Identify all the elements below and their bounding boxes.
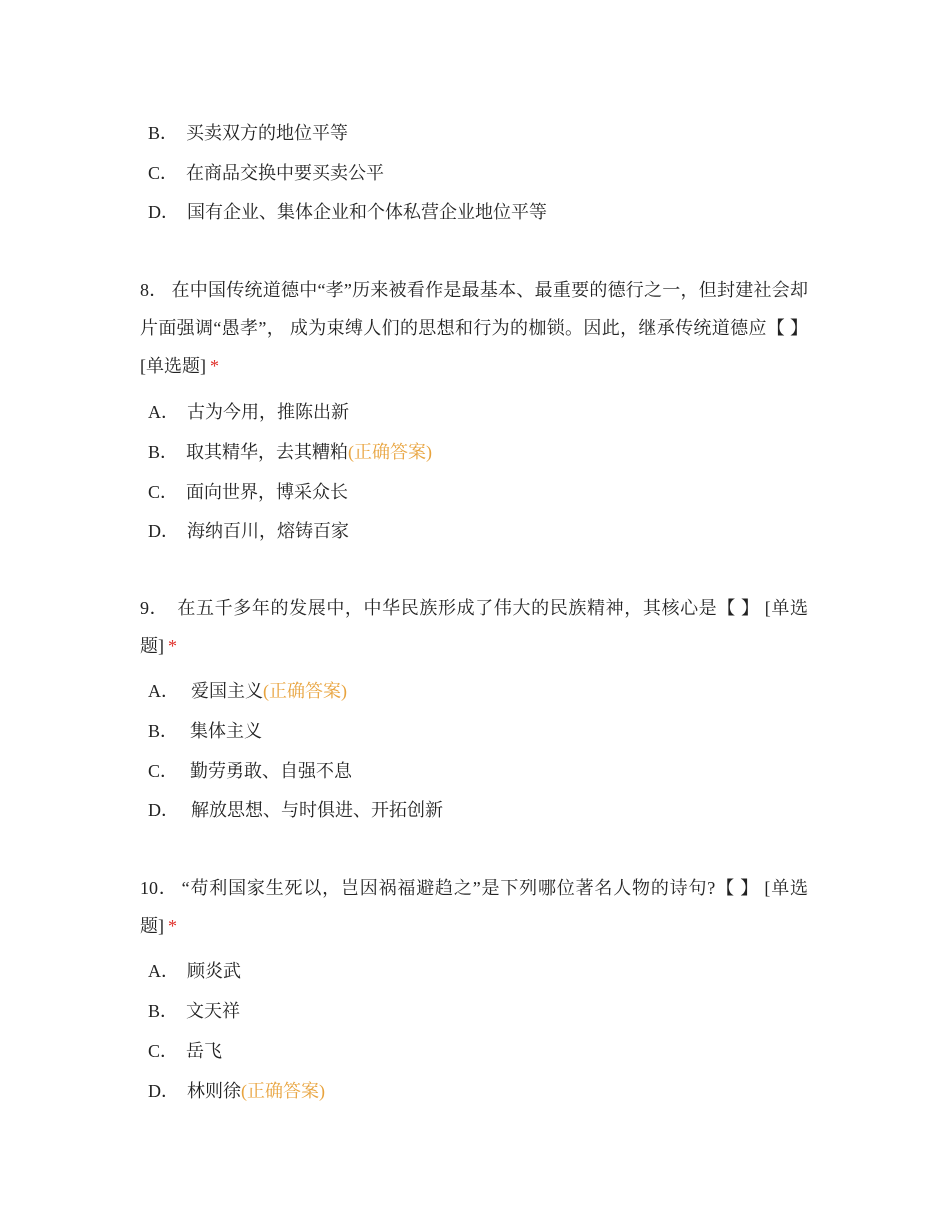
q10-option-b [148, 999, 240, 1023]
question-number: 8． [140, 280, 168, 300]
question-type: [单选题] [140, 878, 809, 936]
option-text: 集体主义 [190, 721, 263, 741]
option-letter: D． [148, 800, 179, 820]
option-letter: A． [148, 961, 179, 981]
option-text: 文天祥 [186, 1001, 241, 1021]
option-letter: C． [148, 761, 179, 781]
q9-option-c [148, 759, 352, 783]
q10-option-d [148, 1079, 325, 1103]
q8-option-b [148, 440, 432, 464]
option-letter: B． [148, 1001, 179, 1021]
prev-option-d [148, 200, 547, 224]
option-text: 取其精华，去其糟粕 [186, 442, 349, 462]
option-letter: C． [148, 482, 179, 502]
option-letter: D． [148, 1081, 179, 1101]
question-text: “苟利国家生死以，岂因祸福避趋之”是下列哪位著名人物的诗句?【 】 [181, 878, 760, 898]
correct-answer-tag: (正确答案) [263, 681, 347, 701]
option-letter: C． [148, 1041, 179, 1061]
option-letter: C． [148, 163, 179, 183]
correct-answer-tag: (正确答案) [241, 1081, 325, 1101]
option-letter: B． [148, 123, 179, 143]
option-text: 解放思想、与时俱进、开拓创新 [191, 800, 443, 820]
option-text: 爱国主义 [191, 681, 263, 701]
option-text: 面向世界，博采众长 [186, 482, 349, 502]
required-marker: * [168, 916, 177, 936]
q8-option-c [148, 480, 348, 504]
correct-answer-tag: (正确答案) [348, 442, 433, 462]
question-number: 10． [140, 878, 178, 898]
question-text: 在中国传统道德中“孝”历来被看作是最基本、最重要的德行之一，但封建社会却片面强调“愚孝”， 成为束缚人们的思想和行为的枷锁。因此，继承传统道德应【 】 [140, 280, 809, 338]
question-number: 9． [140, 598, 169, 618]
required-marker: * [168, 636, 177, 656]
q8-option-d [148, 519, 349, 543]
prev-option-b [148, 121, 348, 145]
q9-option-d [148, 798, 443, 822]
q9-option-a [148, 679, 347, 703]
q9-option-b [148, 719, 262, 743]
q10-option-c [148, 1039, 222, 1063]
option-text: 在商品交换中要买卖公平 [186, 163, 385, 183]
q8-option-a [148, 400, 349, 424]
option-text: 古为今用，推陈出新 [187, 402, 349, 422]
option-text: 买卖双方的地位平等 [186, 123, 349, 143]
option-letter: B． [148, 442, 179, 462]
option-letter: A． [148, 402, 179, 422]
question-10-stem [140, 869, 808, 945]
option-letter: A． [148, 681, 179, 701]
option-text: 顾炎武 [187, 961, 241, 981]
q10-option-a [148, 959, 241, 983]
option-text: 国有企业、集体企业和个体私营企业地位平等 [187, 202, 547, 222]
question-8-stem [140, 271, 808, 385]
question-text: 在五千多年的发展中，中华民族形成了伟大的民族精神，其核心是【 】 [172, 598, 760, 618]
question-9-stem [140, 589, 808, 665]
option-letter: D． [148, 521, 179, 541]
required-marker: * [210, 356, 219, 376]
question-type: [单选题] [140, 598, 809, 656]
option-letter: B． [148, 721, 179, 741]
option-text: 林则徐 [187, 1081, 241, 1101]
option-letter: D． [148, 202, 179, 222]
option-text: 海纳百川，熔铸百家 [187, 521, 349, 541]
option-text: 勤劳勇敢、自强不息 [190, 761, 353, 781]
prev-option-c [148, 161, 384, 185]
option-text: 岳飞 [186, 1041, 223, 1061]
question-type: [单选题] [140, 356, 206, 376]
